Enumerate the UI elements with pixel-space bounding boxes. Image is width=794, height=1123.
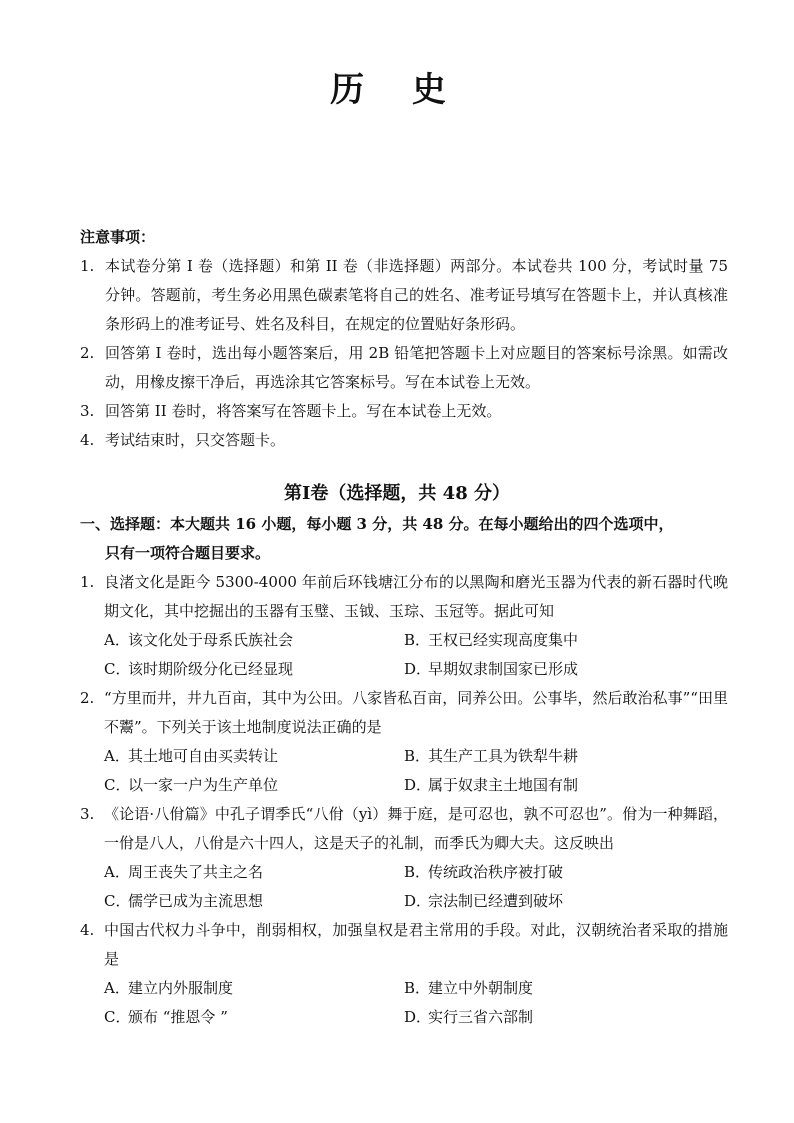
option-label: A． (104, 979, 130, 997)
option-c (104, 887, 404, 916)
option-label: B． (404, 747, 431, 765)
option-label: B． (404, 979, 431, 997)
notice-item (80, 252, 728, 339)
option-label: A． (104, 863, 130, 881)
notice-list (80, 252, 728, 455)
notice-heading: 注意事项： (80, 228, 156, 246)
option-text: 宗法制已经遭到破坏 (428, 892, 564, 910)
notice-item-number: 4. (80, 431, 95, 449)
option-d (404, 1003, 704, 1032)
option-text: 该文化处于母系氏族社会 (128, 631, 294, 649)
option-b (404, 626, 704, 655)
option-label: C． (104, 776, 131, 794)
option-text: 建立内外服制度 (128, 979, 234, 997)
option-label: C． (104, 1008, 131, 1026)
question-number: 1. (80, 573, 95, 591)
option-text: 传统政治秩序被打破 (428, 863, 564, 881)
question (80, 568, 728, 626)
notice-item-text: 考试结束时，只交答题卡。 (105, 431, 286, 449)
option-text: 早期奴隶制国家已形成 (428, 660, 579, 678)
question-number: 4. (80, 921, 95, 939)
option-label: A． (104, 631, 130, 649)
question-stem: 《论语·八佾篇》中孔子谓季氏“八佾（yì）舞于庭，是可忍也，孰不可忍也”。佾为一种舞蹈，一佾是八人，八佾是六十四人，这是天子的礼制，而季氏为卿大夫。这反映出 (104, 805, 728, 852)
option-label: C． (104, 660, 131, 678)
option-c (104, 771, 404, 800)
option-label: B． (404, 631, 431, 649)
question (80, 916, 728, 974)
option-a (104, 974, 404, 1003)
option-text: 王权已经实现高度集中 (428, 631, 579, 649)
option-d (404, 655, 704, 684)
section-title: 第I卷（选择题，共 48 分） (283, 483, 510, 504)
option-c (104, 655, 404, 684)
option-text: 属于奴隶主土地国有制 (428, 776, 579, 794)
option-grid (80, 858, 728, 916)
question-stem: “方里而井，井九百亩，其中为公田。八家皆私百亩，同养公田。公事毕，然后敢治私事”“田里不鬻”。下列关于该土地制度说法正确的是 (104, 689, 728, 736)
option-grid (80, 974, 728, 1032)
option-text: 颁布 “推恩令 ” (128, 1008, 228, 1026)
notice-item-text: 本试卷分第 I 卷（选择题）和第 II 卷（非选择题）两部分。本试卷共 100 分，考试时量 75 分钟。答题前，考生务必用黑色碳素笔将自己的姓名、准考证号填写在答题卡上，并认真核准条形码上的准考证号、姓名及科目，在规定的位置贴好条形码。 (105, 257, 728, 333)
option-label: D． (404, 776, 432, 794)
option-text: 儒学已成为主流思想 (128, 892, 264, 910)
option-label: A． (104, 747, 130, 765)
question-list (80, 568, 728, 1032)
option-d (404, 887, 704, 916)
option-text: 实行三省六部制 (428, 1008, 534, 1026)
question-stem: 中国古代权力斗争中，削弱相权，加强皇权是君主常用的手段。对此，汉朝统治者采取的措施是 (104, 921, 728, 968)
notice-item-number: 2. (80, 344, 95, 362)
option-label: C． (104, 892, 131, 910)
option-a (104, 626, 404, 655)
notice-item-text: 回答第 II 卷时，将答案写在答题卡上。写在本试卷上无效。 (105, 402, 502, 420)
option-text: 其生产工具为铁犁牛耕 (428, 747, 579, 765)
option-label: D． (404, 660, 432, 678)
question-stem: 良渚文化是距今 5300-4000 年前后环钱塘江分布的以黑陶和磨光玉器为代表的新石器时代晚期文化，其中挖掘出的玉器有玉璧、玉钺、玉琮、玉冠等。据此可知 (104, 573, 728, 620)
option-grid (80, 626, 728, 684)
question-number: 3. (80, 805, 95, 823)
notice-item-text: 回答第 I 卷时，选出每小题答案后，用 2B 铅笔把答题卡上对应题目的答案标号涂黑。如需改动，用橡皮擦干净后，再选涂其它答案标号。写在本试卷上无效。 (105, 344, 728, 391)
option-b (404, 974, 704, 1003)
question-number: 2. (80, 689, 95, 707)
part-instructions-line: 只有一项符合题目要求。 (105, 544, 271, 562)
part-instructions-line: 一、选择题：本大题共 16 小题，每小题 3 分，共 48 分。在每小题给出的四个选项中， (80, 515, 674, 533)
option-d (404, 771, 704, 800)
option-text: 该时期阶级分化已经显现 (128, 660, 294, 678)
page-title: 历 史 (330, 70, 464, 110)
notice-item (80, 397, 728, 426)
option-b (404, 742, 704, 771)
option-c (104, 1003, 404, 1032)
option-a (104, 858, 404, 887)
question (80, 800, 728, 858)
notice-item-number: 1. (80, 257, 95, 275)
notice-item (80, 339, 728, 397)
option-a (104, 742, 404, 771)
part-instructions (80, 510, 728, 568)
option-label: B． (404, 863, 431, 881)
option-b (404, 858, 704, 887)
option-text: 以一家一户为生产单位 (128, 776, 279, 794)
question (80, 684, 728, 742)
option-text: 其土地可自由买卖转让 (128, 747, 279, 765)
option-label: D． (404, 1008, 432, 1026)
option-text: 建立中外朝制度 (428, 979, 534, 997)
option-text: 周王丧失了共主之名 (128, 863, 264, 881)
option-label: D． (404, 892, 432, 910)
notice-item-number: 3. (80, 402, 95, 420)
notice-item (80, 426, 728, 455)
option-grid (80, 742, 728, 800)
